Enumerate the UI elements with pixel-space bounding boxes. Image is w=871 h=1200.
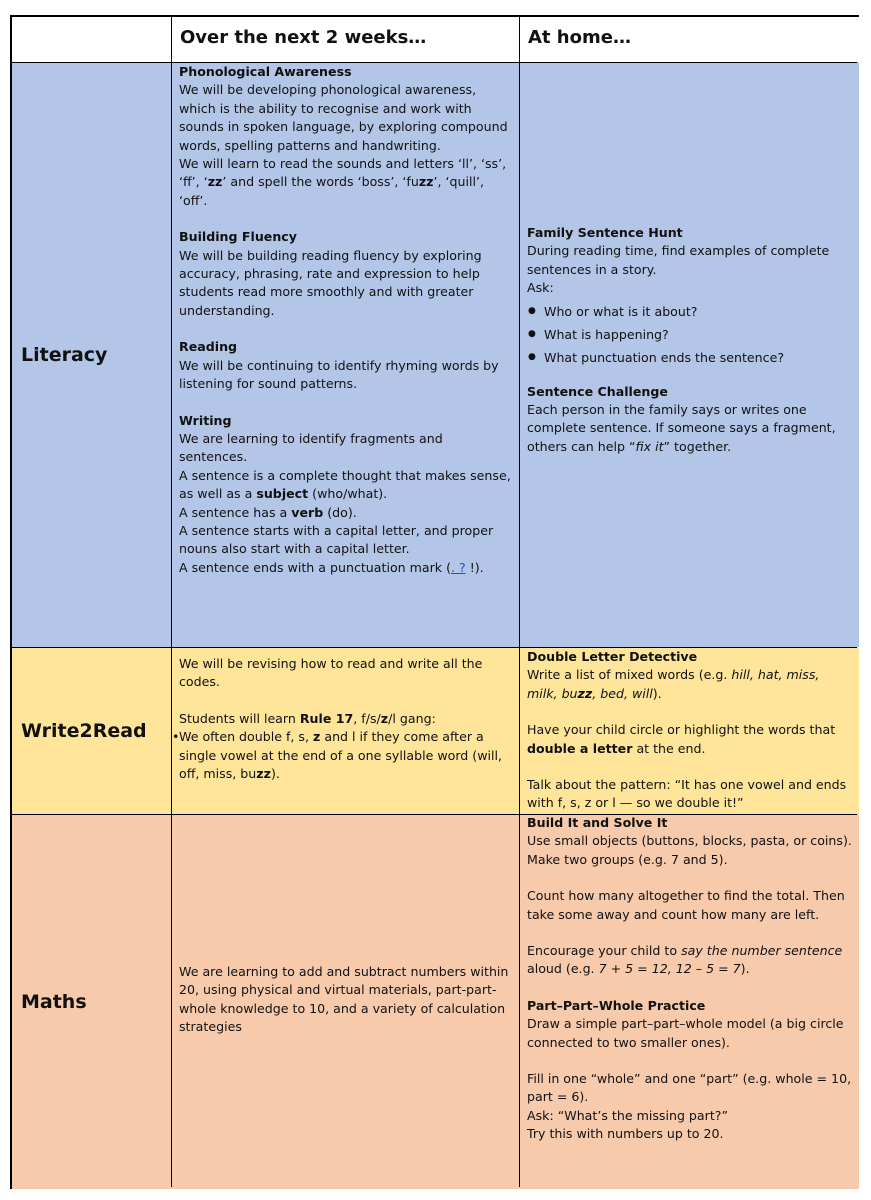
part-part-whole-heading: Part–Part–Whole Practice <box>527 997 706 1013</box>
literacy-weeks-cell <box>171 62 519 647</box>
bullet-dot-icon: • <box>172 729 180 745</box>
reading-heading: Reading <box>179 339 238 355</box>
rule-17-bullet: • We often double f, s, z and l if they come after a single vowel at the end of a one syllable word (will, off, miss, buzz). <box>172 729 502 782</box>
family-sentence-hunt-text: During reading time, find examples of complete sentences in a story. <box>527 243 830 277</box>
maths-weeks-cell <box>171 814 519 1189</box>
build-it-text-1: Use small objects (buttons, blocks, pasta, or coins). <box>527 833 852 849</box>
header-home: At home… <box>519 17 859 62</box>
maths-home-cell <box>519 814 859 1189</box>
build-it-text-3: Count how many altogether to find the total. Then take some away and count how many are left. <box>527 888 845 922</box>
sounds-letters-text: We will learn to read the sounds and letters ‘ll’, ‘ss’, ‘ff’, ‘zz’ and spell the words ‘boss’, ‘fuzz’, ‘quill’, ‘off’. <box>179 156 507 208</box>
list-item: ● What punctuation ends the sentence? <box>527 346 852 369</box>
build-it-text-4: Encourage your child to say the number sentence aloud (e.g. 7 + 5 = 12, 12 – 5 = 7). <box>527 943 843 977</box>
writing-text-4: A sentence starts with a capital letter, and proper nouns also start with a capital letter. <box>179 522 494 557</box>
part-part-whole-text-3: Ask: “What’s the missing part?” <box>527 1107 728 1123</box>
part-part-whole-text-4: Try this with numbers up to 20. <box>527 1126 724 1142</box>
header-empty-cell <box>12 17 171 62</box>
column-divider <box>171 17 172 1187</box>
list-item: ● What is happening? <box>527 323 852 346</box>
building-fluency-heading: Building Fluency <box>179 229 297 245</box>
write2read-revise-text: We will be revising how to read and write all the codes. <box>179 656 483 690</box>
row-divider <box>12 814 857 815</box>
build-it-heading: Build It and Solve It <box>527 815 668 830</box>
building-fluency-text: We will be building reading fluency by exploring accuracy, phrasing, rate and expression to help students read more smoothly and with greater understanding. <box>179 247 482 318</box>
part-part-whole-text-1: Draw a simple part–part–whole model (a big circle connected to two smaller ones). <box>527 1016 844 1050</box>
phonological-awareness-heading: Phonological Awareness <box>179 64 352 79</box>
writing-text-3: A sentence has a verb (do). <box>179 504 357 520</box>
part-part-whole-text-2: Fill in one “whole” and one “part” (e.g. whole = 10, part = 6). <box>527 1071 852 1105</box>
writing-text-5: A sentence ends with a punctuation mark (. ? !). <box>179 559 484 575</box>
write2read-weeks-cell <box>171 647 519 814</box>
double-letter-text-3: Talk about the pattern: “It has one vowel and ends with f, s, z or l — so we double it!” <box>527 777 847 811</box>
header-weeks: Over the next 2 weeks… <box>171 17 519 62</box>
family-sentence-hunt-heading: Family Sentence Hunt <box>527 225 683 240</box>
double-letter-detective-heading: Double Letter Detective <box>527 649 698 664</box>
row-divider <box>12 647 857 648</box>
double-letter-text-2: Have your child circle or highlight the words that double a letter at the end. <box>527 722 836 756</box>
writing-heading: Writing <box>179 412 232 428</box>
ask-label: Ask: <box>527 280 554 296</box>
maths-label: Maths <box>12 814 171 1189</box>
sentence-challenge-heading: Sentence Challenge <box>527 383 668 399</box>
literacy-label: Literacy <box>12 62 171 647</box>
write2read-home-cell <box>519 647 859 814</box>
planner-table <box>10 15 859 1189</box>
reading-text: We will be continuing to identify rhyming words by listening for sound patterns. <box>179 357 499 392</box>
double-letter-text-1: Write a list of mixed words (e.g. hill, hat, miss, milk, buzz, bed, will). <box>527 667 820 701</box>
literacy-home-cell <box>519 62 859 647</box>
writing-text-1: We are learning to identify fragments and sentences. <box>179 430 443 465</box>
column-divider <box>519 17 520 1187</box>
question-list <box>527 300 852 369</box>
build-it-text-2: Make two groups (e.g. 7 and 5). <box>527 851 728 867</box>
write2read-label: Write2Read <box>12 647 171 814</box>
writing-text-2: A sentence is a complete thought that makes sense, as well as a subject (who/what). <box>179 467 511 502</box>
row-divider <box>12 62 857 63</box>
rule-17-text: Students will learn Rule 17, f/s/z/l gang: <box>179 710 436 726</box>
sentence-challenge-text: Each person in the family says or writes one complete sentence. If someone says a fragment, others can help “fix it” together. <box>527 402 836 454</box>
phonological-awareness-text: We will be developing phonological awareness, which is the ability to recognise and work with sounds in spoken language, by exploring compound words, spelling patterns and handwriting. <box>179 82 508 153</box>
maths-weeks-text: We are learning to add and subtract numbers within 20, using physical and virtual materials, part-part-whole knowledge to 10, and a variety of calculation strategies <box>179 964 509 1035</box>
list-item: ● Who or what is it about? <box>527 300 852 323</box>
punctuation-link[interactable]: . ? <box>451 559 466 575</box>
